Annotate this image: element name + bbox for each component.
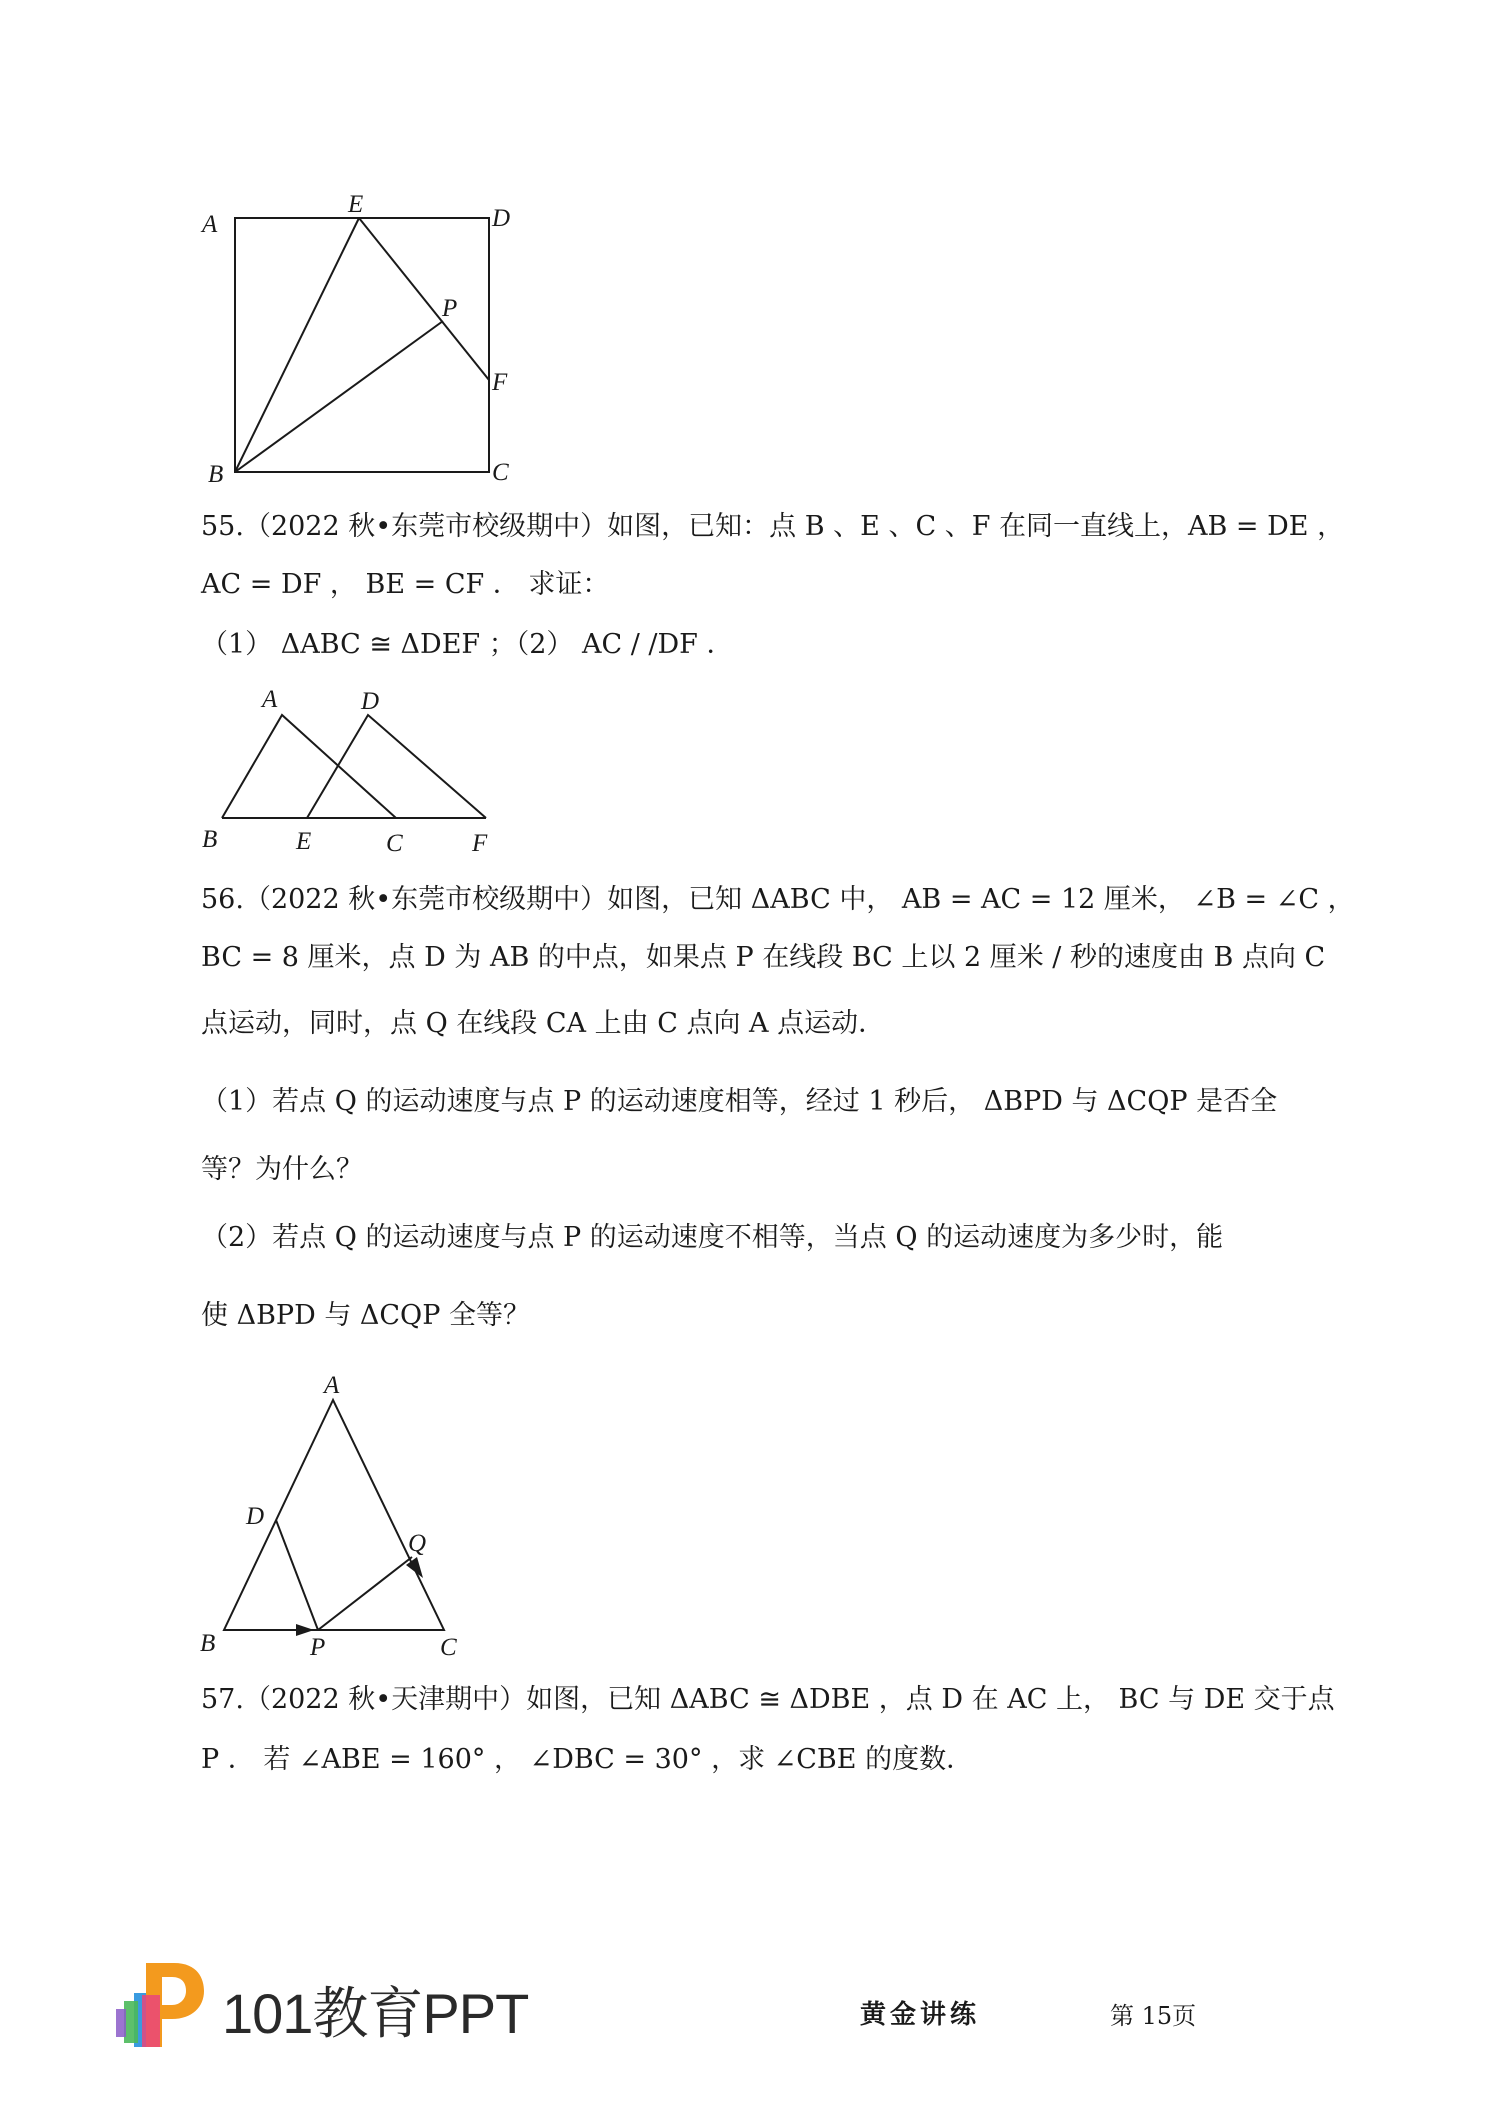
segment-ef: [359, 218, 489, 380]
label-f: F: [492, 369, 508, 396]
page-number: 第 15页: [1110, 2002, 1197, 2030]
label-a: A: [202, 211, 218, 238]
label-d: D: [246, 1503, 265, 1530]
label-c: C: [440, 1634, 457, 1661]
segment-pq: [318, 1557, 412, 1630]
segment-dp: [276, 1520, 318, 1630]
q56-line2: BC = 8 厘米，点 D 为 AB 的中点，如果点 P 在线段 BC 上以 2 厘米 / 秒的速度由 B 点向 C: [201, 942, 1326, 973]
q56-line3: 点运动，同时，点 Q 在线段 CA 上由 C 点向 A 点运动．: [201, 1008, 886, 1039]
q56-part1-line1: （1）若点 Q 的运动速度与点 P 的运动速度相等，经过 1 秒后， ΔBPD 与 ΔCQP 是否全: [201, 1086, 1278, 1117]
square-abcd: [235, 218, 489, 472]
q55-line1: 55.（2022 秋•东莞市校级期中）如图，已知：点 B 、E 、C 、F 在同一直线上，AB = DE ，: [201, 511, 1345, 542]
triangle-abc: [222, 715, 396, 818]
q55-line2: AC = DF ， BE = CF ． 求证：: [201, 569, 610, 600]
figure-square-bepf: [190, 190, 530, 490]
label-p: P: [442, 295, 458, 322]
q57-line1: 57.（2022 秋•天津期中）如图，已知 ΔABC ≅ ΔDBE ，点 D 在 AC 上， BC 与 DE 交于点: [201, 1684, 1335, 1715]
label-a: A: [324, 1372, 340, 1399]
label-c: C: [386, 830, 403, 857]
q56-part1-line2: 等？为什么？: [201, 1154, 363, 1185]
q56-part2-line2: 使 ΔBPD 与 ΔCQP 全等？: [201, 1300, 530, 1331]
label-e: E: [348, 191, 364, 218]
label-f: F: [472, 830, 488, 857]
logo-icon: [112, 1955, 212, 2055]
q56-line1: 56.（2022 秋•东莞市校级期中）如图，已知 ΔABC 中， AB = AC = 12 厘米， ∠B = ∠C ，: [201, 884, 1355, 915]
footer-title: 黄金讲练: [860, 2000, 981, 2030]
q56-part2-line1: （2）若点 Q 的运动速度与点 P 的运动速度不相等，当点 Q 的运动速度为多少时，能: [201, 1222, 1224, 1253]
q57-line2: P ． 若 ∠ABE = 160° ， ∠DBC = 30° ，求 ∠CBE 的度数．: [201, 1744, 974, 1775]
label-a: A: [262, 686, 278, 713]
segment-bp: [235, 321, 443, 472]
segment-be: [235, 218, 359, 472]
triangle-def: [307, 715, 486, 818]
label-b: B: [202, 826, 218, 853]
figure-triangles-abc-def: [190, 685, 510, 860]
label-b: B: [208, 461, 224, 488]
label-b: B: [200, 1630, 216, 1657]
figure-triangle-dpq: [190, 1365, 480, 1665]
label-p: P: [310, 1634, 326, 1661]
label-e: E: [296, 828, 312, 855]
q55-line3: （1） ΔABC ≅ ΔDEF ；（2） AC / /DF ．: [201, 629, 734, 660]
logo-text: 101教育PPT: [222, 1982, 529, 2045]
label-d: D: [492, 205, 511, 232]
label-c: C: [492, 459, 509, 486]
label-q: Q: [408, 1530, 427, 1557]
label-d: D: [361, 688, 380, 715]
